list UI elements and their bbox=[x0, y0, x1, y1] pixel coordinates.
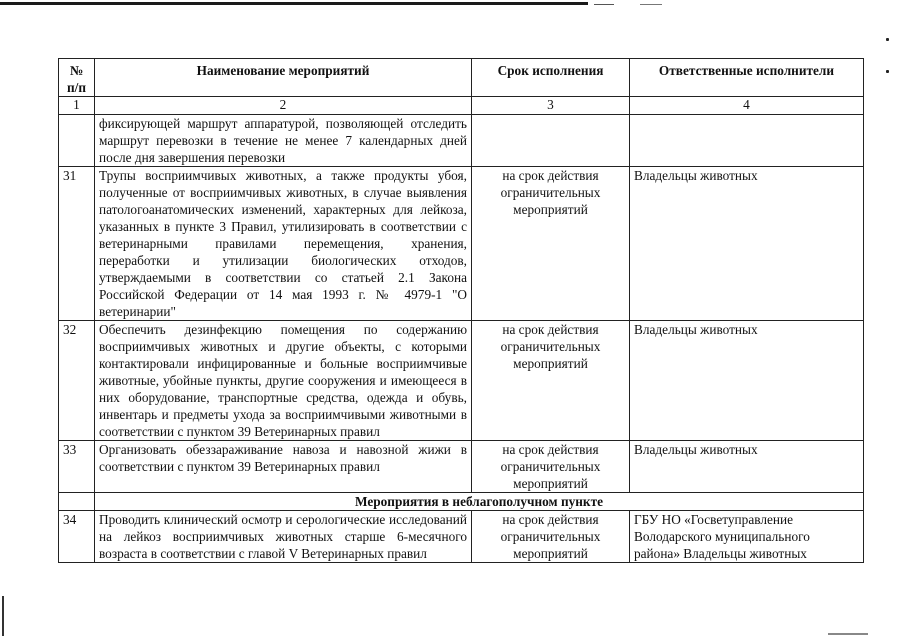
row-number: 34 bbox=[59, 511, 95, 563]
section-title: Мероприятия в неблагополучном пункте bbox=[95, 493, 864, 511]
measure-name: Организовать обеззараживание навоза и навозной жижи в соответствии с пунктом 39 Ветеринарных правил bbox=[95, 441, 472, 493]
measure-term: на срок действия ограничительных мероприятий bbox=[472, 167, 630, 321]
measure-name: Трупы восприимчивых животных, а также продукты убоя, полученные от восприимчивых животных, в случае выявления патологоанатомических изменений, характерных для лейкоза, указанных в пункте 3 Правил, утилизировать в соответствии с ветеринарными правилами перемещения, хранения, переработки и утилизации биологических отходов, утверждаемыми в соответствии со статьей 2.1 Закона Российской Федерации от 14 мая 1993 г. № 4979-1 "О ветеринарии" bbox=[95, 167, 472, 321]
row-number: 31 bbox=[59, 167, 95, 321]
table-row bbox=[59, 441, 864, 493]
scan-artifact bbox=[640, 4, 662, 5]
scan-border-top bbox=[0, 2, 588, 5]
scan-speck bbox=[886, 70, 889, 73]
measure-responsible: Владельцы животных bbox=[630, 441, 864, 493]
scan-speck bbox=[886, 38, 889, 41]
measure-responsible: Владельцы животных bbox=[630, 167, 864, 321]
measure-term: на срок действия ограничительных мероприятий bbox=[472, 511, 630, 563]
header-number: № п/п bbox=[59, 59, 95, 97]
header-row bbox=[59, 59, 864, 97]
row-number bbox=[59, 493, 95, 511]
section-row bbox=[59, 493, 864, 511]
measure-name: Проводить клинический осмотр и серологические исследований на лейкоз восприимчивых животных старше 6-месячного возраста в соответствии с главой V Ветеринарных правил bbox=[95, 511, 472, 563]
header-name: Наименование мероприятий bbox=[95, 59, 472, 97]
table-row bbox=[59, 511, 864, 563]
measure-name: фиксирующей маршрут аппаратурой, позволяющей отследить маршрут перевозки в течение не менее 7 календарных дней после дня завершения перевозки bbox=[95, 115, 472, 167]
measure-responsible: Владельцы животных bbox=[630, 321, 864, 441]
column-numbers-row bbox=[59, 97, 864, 115]
header-responsible: Ответственные исполнители bbox=[630, 59, 864, 97]
measures-table bbox=[58, 58, 864, 563]
column-number: 3 bbox=[472, 97, 630, 115]
column-number: 4 bbox=[630, 97, 864, 115]
measure-term: на срок действия ограничительных мероприятий bbox=[472, 441, 630, 493]
table-row bbox=[59, 167, 864, 321]
table-row-continuation bbox=[59, 115, 864, 167]
measure-responsible bbox=[630, 115, 864, 167]
measure-name: Обеспечить дезинфекцию помещения по содержанию восприимчивых животных и другие объекты, с которыми контактировали инфицированные и больные восприимчивые животные, убойные пункты, другие сооружения и имеющееся в них оборудование, транспортные средства, одежда и обувь, инвентарь и предметы ухода за восприимчивыми животными в соответствии с пунктом 39 Ветеринарных правил bbox=[95, 321, 472, 441]
scan-artifact bbox=[828, 633, 868, 635]
measure-responsible: ГБУ НО «Госветуправление Володарского муниципального района» Владельцы животных bbox=[630, 511, 864, 563]
scan-border-left bbox=[2, 596, 4, 636]
column-number: 2 bbox=[95, 97, 472, 115]
column-number: 1 bbox=[59, 97, 95, 115]
scan-artifact bbox=[594, 4, 614, 5]
measure-term bbox=[472, 115, 630, 167]
measure-term: на срок действия ограничительных мероприятий bbox=[472, 321, 630, 441]
row-number: 33 bbox=[59, 441, 95, 493]
row-number: 32 bbox=[59, 321, 95, 441]
table-row bbox=[59, 321, 864, 441]
header-term: Срок исполнения bbox=[472, 59, 630, 97]
row-number bbox=[59, 115, 95, 167]
